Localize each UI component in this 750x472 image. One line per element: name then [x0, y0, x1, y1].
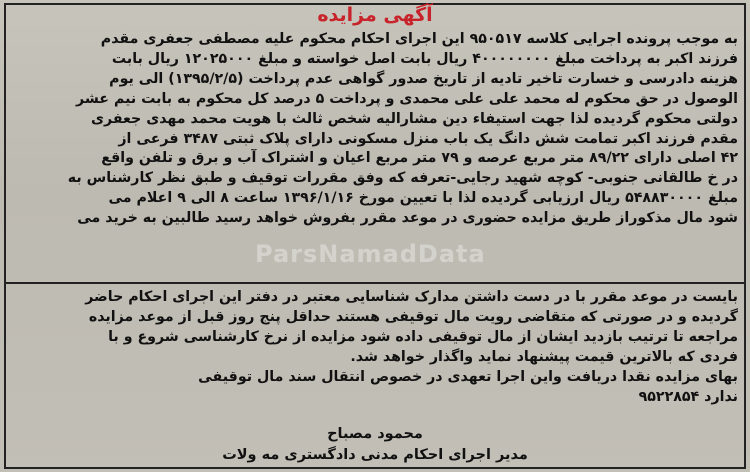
text-line: به موجب پرونده اجرایی کلاسه ۹۵۰۵۱۷ این اجرای احکام محکوم علیه مصطفی جعفری مقدم — [100, 31, 738, 47]
notice-title: آگهی مزایده — [317, 4, 433, 26]
section-divider — [6, 282, 744, 284]
signatory-name: محمود مصباح — [327, 426, 423, 442]
watermark: ParsNamadData — [255, 240, 486, 268]
text-line: مقدم فرزند اکبر تمامت شش دانگ یک باب منزل مسکونی دارای پلاک ثبتی ۳۴۸۷ فرعی از — [118, 130, 738, 147]
text-line: مبلغ ۵۴۸۸۳۰۰۰۰ ریال ارزیابی گردیده لذا با تعیین مورخ ۱۳۹۶/۱/۱۶ ساعت ۸ الی ۹ اعلام می — [108, 190, 738, 207]
notice-paragraph-1 — [12, 30, 738, 229]
text-line: دولتی محکوم گردیده لذا جهت استیفاء دین مشارالیه شخص ثالث با هویت محمد مهدی جعفری — [91, 110, 738, 127]
text-line: مراجعه تا ترتیب بازدید ایشان از مال توقیفی داده شود مزایده از نرخ کارشناسی شروع و با — [108, 328, 738, 345]
text-line: شود مال مذکوراز طریق مزایده حضوری در موعد مقرر بفروش خواهد رسید طالبین به خرید می — [77, 210, 738, 227]
text-line: بایست در موعد مقرر با در دست داشتن مدارک شناسایی معتبر در دفتر این اجرای احکام حاضر — [85, 289, 738, 305]
notice-paragraph-2 — [12, 288, 738, 407]
text-line: بهای مزایده نقدا دریافت واین اجرا تعهدی در خصوص انتقال سند مال توقیفی — [198, 368, 738, 385]
text-line: فرزند اکبر به پرداخت مبلغ ۴۰۰۰۰۰۰۰۰ ریال بابت اصل خواسته و مبلغ ۱۲۰۲۵۰۰۰ ریال بابت — [111, 50, 738, 67]
text-line: گردیده و در صورتی که متقاضی رویت مال توقیفی هستند حداقل پنج روز قبل از موعد مزایده — [88, 308, 738, 325]
text-line: ۴۲ اصلی دارای ۸۹/۲۲ متر مربع عرصه و ۷۹ متر مربع اعیان و اشتراک آب و برق و تلفن واقع — [101, 150, 738, 167]
text-line: فردی که بالاترین قیمت پیشنهاد نماید واگذار خواهد شد. — [350, 348, 738, 365]
text-line: هزینه دادرسی و خسارت تاخیر تادیه از تاریخ صدور گواهی عدم پرداخت (۱۳۹۵/۲/۵) الی یوم — [109, 70, 738, 87]
text-line: ندارد ۹۵۲۲۸۵۴ — [638, 388, 738, 405]
text-line: در خ طالقانی جنوبی- کوچه شهید رجایی-تعرفه که وفق مقررات توقیف و طبق نظر کارشناس به — [67, 170, 738, 187]
signatory-title: مدیر اجرای احکام مدنی دادگستری مه ولات — [222, 447, 528, 463]
text-line: الوصول در حق محکوم له محمد علی علی محمدی و پرداخت ۵ درصد کل محکوم به بابت نیم عشر — [76, 90, 738, 107]
